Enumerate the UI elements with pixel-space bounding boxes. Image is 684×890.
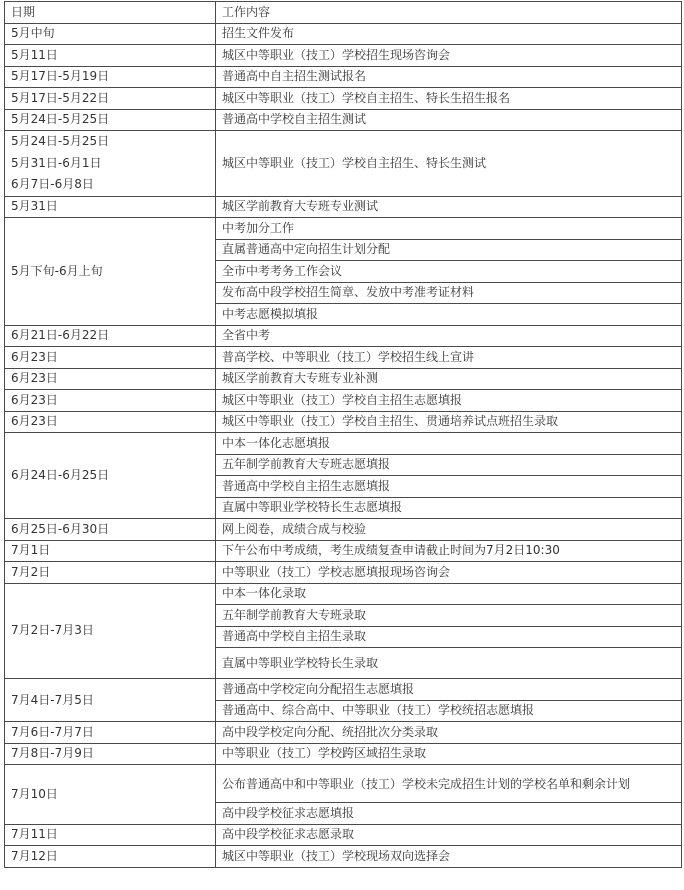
table-row (5, 88, 682, 110)
table-row (5, 540, 682, 562)
table-row (5, 196, 682, 218)
row-content: 普通高中自主招生测试报名 (216, 66, 682, 88)
row-content: 城区中等职业（技工）学校自主招生、贯通培养试点班招生录取 (216, 411, 682, 433)
row-date: 6月21日-6月22日 (5, 325, 216, 347)
row-content: 普通高中学校自主招生测试 (216, 109, 682, 131)
row-content: 发布高中段学校招生简章、发放中考准考证材料 (216, 282, 682, 304)
row-content: 普通高中学校自主招生录取 (216, 626, 682, 648)
row-content: 全市中考考务工作会议 (216, 261, 682, 283)
row-date: 7月11日 (5, 824, 216, 846)
row-content: 招生文件发布 (216, 23, 682, 45)
row-content: 城区中等职业（技工）学校自主招生、特长生测试 (216, 131, 682, 197)
table-row (5, 722, 682, 744)
header-content: 工作内容 (216, 2, 682, 24)
row-content: 城区中等职业（技工）学校自主招生、特长生招生报名 (216, 88, 682, 110)
row-date: 5月24日-5月25日 (5, 109, 216, 131)
row-date: 7月2日-7月3日 (5, 583, 216, 679)
row-date: 7月6日-7月7日 (5, 722, 216, 744)
table-row (5, 433, 682, 455)
table-row (5, 824, 682, 846)
table-header-row (5, 2, 682, 24)
table-row (5, 519, 682, 541)
row-date: 5月中旬 (5, 23, 216, 45)
row-content: 城区学前教育大专班专业补测 (216, 368, 682, 390)
date-line: 5月31日-6月1日 (11, 155, 102, 170)
row-content: 五年制学前教育大专班志愿填报 (216, 454, 682, 476)
row-content: 普通高中学校自主招生志愿填报 (216, 476, 682, 498)
table-row (5, 390, 682, 412)
row-content: 五年制学前教育大专班录取 (216, 605, 682, 627)
table-row (5, 131, 682, 197)
table-row (5, 368, 682, 390)
row-date: 7月4日-7月5日 (5, 679, 216, 722)
row-date: 5月下旬-6月上旬 (5, 218, 216, 326)
row-date-multi (5, 131, 216, 197)
row-content: 中本一体化志愿填报 (216, 433, 682, 455)
table-row (5, 325, 682, 347)
date-line: 5月24日-5月25日 (11, 134, 110, 148)
row-date: 5月17日-5月19日 (5, 66, 216, 88)
table-row (5, 66, 682, 88)
row-content: 中等职业（技工）学校跨区域招生录取 (216, 743, 682, 765)
row-content: 城区中等职业（技工）学校自主招生志愿填报 (216, 390, 682, 412)
row-content: 普通高中学校定向分配招生志愿填报 (216, 679, 682, 701)
table-row (5, 23, 682, 45)
row-content: 中考加分工作 (216, 218, 682, 240)
row-date: 6月23日 (5, 390, 216, 412)
table-row (5, 562, 682, 584)
table-row (5, 743, 682, 765)
row-content: 高中段学校定向分配、统招批次分类录取 (216, 722, 682, 744)
table-row (5, 347, 682, 369)
row-content: 高中段学校征求志愿录取 (216, 824, 682, 846)
table-row (5, 45, 682, 67)
schedule-table (4, 1, 682, 868)
table-row (5, 109, 682, 131)
row-content: 城区中等职业（技工）学校招生现场咨询会 (216, 45, 682, 67)
row-content: 城区中等职业（技工）学校现场双向选择会 (216, 846, 682, 868)
row-content: 直属中等职业学校特长生志愿填报 (216, 497, 682, 519)
row-date: 5月31日 (5, 196, 216, 218)
row-content: 网上阅卷，成绩合成与校验 (216, 519, 682, 541)
row-date: 7月8日-7月9日 (5, 743, 216, 765)
row-content: 公布普通高中和中等职业（技工）学校未完成招生计划的学校名单和剩余计划 (216, 765, 682, 803)
table-row (5, 846, 682, 868)
table-row (5, 583, 682, 605)
row-date: 7月1日 (5, 540, 216, 562)
row-content: 全省中考 (216, 325, 682, 347)
row-date: 5月11日 (5, 45, 216, 67)
table-row (5, 218, 682, 240)
row-content: 中本一体化录取 (216, 583, 682, 605)
row-content: 下午公布中考成绩，考生成绩复查申请截止时间为7月2日10:30 (216, 540, 682, 562)
row-content: 普高学校、中等职业（技工）学校招生线上宣讲 (216, 347, 682, 369)
row-date: 6月23日 (5, 368, 216, 390)
row-date: 6月23日 (5, 347, 216, 369)
row-content: 中考志愿模拟填报 (216, 304, 682, 326)
row-content: 城区学前教育大专班专业测试 (216, 196, 682, 218)
row-content: 高中段学校征求志愿填报 (216, 803, 682, 825)
table-row (5, 411, 682, 433)
row-content: 普通高中、综合高中、中等职业（技工）学校统招志愿填报 (216, 700, 682, 722)
table-row (5, 679, 682, 701)
row-date: 6月25日-6月30日 (5, 519, 216, 541)
date-line: 6月7日-6月8日 (11, 177, 94, 191)
row-content: 直属中等职业学校特长生录取 (216, 648, 682, 679)
header-date: 日期 (5, 2, 216, 24)
row-date: 7月12日 (5, 846, 216, 868)
row-date: 6月23日 (5, 411, 216, 433)
row-content: 直属普通高中定向招生计划分配 (216, 239, 682, 261)
row-date: 7月2日 (5, 562, 216, 584)
row-content: 中等职业（技工）学校志愿填报现场咨询会 (216, 562, 682, 584)
row-date: 6月24日-6月25日 (5, 433, 216, 519)
table-row (5, 765, 682, 803)
row-date: 5月17日-5月22日 (5, 88, 216, 110)
row-date: 7月10日 (5, 765, 216, 825)
